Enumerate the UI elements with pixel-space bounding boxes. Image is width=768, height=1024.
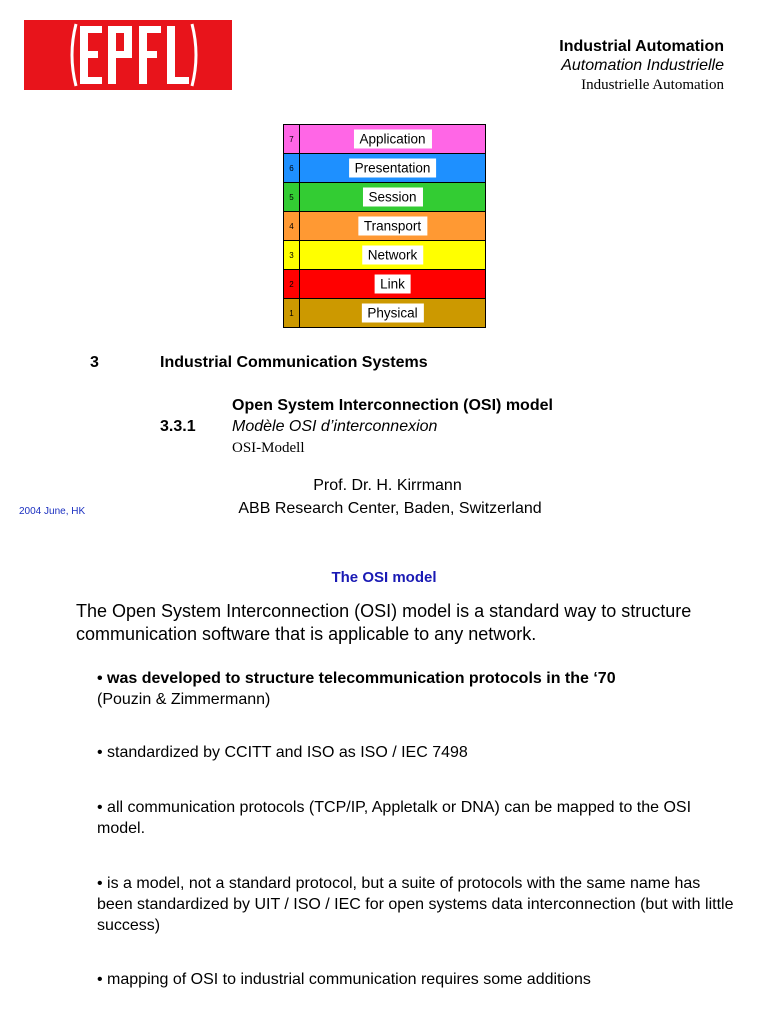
chapter-title: Industrial Communication Systems [160, 354, 428, 371]
header-title-en: Industrial Automation [559, 38, 724, 55]
osi-layer-band [300, 154, 486, 182]
osi-layer-band [300, 183, 486, 211]
osi-layer-band [300, 241, 486, 269]
osi-layer-label: Network [362, 246, 424, 265]
bullet-item: • standardized by CCITT and ISO as ISO / IEC 7498 [97, 744, 468, 761]
header-title-de: Industrielle Automation [581, 77, 724, 93]
osi-layer-label: Physical [361, 304, 423, 323]
section-title-en: Open System Interconnection (OSI) model [232, 397, 553, 414]
osi-layer-number: 4 [283, 212, 300, 240]
osi-layer-transport [283, 212, 486, 241]
section-title-de: OSI-Modell [232, 440, 305, 456]
osi-layer-band [300, 270, 486, 298]
osi-layer-band [300, 299, 486, 327]
osi-layer-label: Link [374, 275, 411, 294]
bullet-item [97, 668, 737, 710]
osi-layer-label: Session [362, 188, 422, 207]
intro-paragraph: The Open System Interconnection (OSI) model is a standard way to structure communication software that is applicable to any network. [76, 601, 692, 644]
epfl-logo-icon [24, 20, 232, 90]
osi-layer-number: 5 [283, 183, 300, 211]
header-title-fr: Automation Industrielle [561, 57, 724, 74]
bullet-text: (Pouzin & Zimmermann) [97, 691, 271, 708]
osi-layer-presentation [283, 154, 486, 183]
osi-layer-band [300, 125, 486, 153]
section-number: 3.3.1 [160, 418, 196, 435]
osi-layer-session [283, 183, 486, 212]
bullet-item: • all communication protocols (TCP/IP, Appletalk or DNA) can be mapped to the OSI model. [97, 799, 692, 837]
osi-layer-label: Transport [358, 217, 427, 236]
osi-layer-number: 2 [283, 270, 300, 298]
osi-layer-network [283, 241, 486, 270]
osi-layer-physical [283, 299, 486, 328]
osi-layer-stack [283, 124, 486, 328]
bullet-item: • is a model, not a standard protocol, but a suite of protocols with the same name has been standardized by UIT / ISO / IEC for open systems data interconnection (but with little success) [97, 875, 734, 934]
epfl-logo [24, 20, 232, 90]
osi-layer-number: 3 [283, 241, 300, 269]
date-stamp: 2004 June, HK [19, 506, 86, 517]
osi-layer-number: 6 [283, 154, 300, 182]
author-name: Prof. Dr. H. Kirrmann [313, 477, 462, 494]
section-title-fr: Modèle OSI d’interconnexion [232, 418, 438, 435]
osi-layer-number: 1 [283, 299, 300, 327]
osi-layer-label: Presentation [349, 159, 437, 178]
osi-layer-label: Application [353, 130, 431, 149]
bullet-item: • mapping of OSI to industrial communication requires some additions [97, 971, 591, 988]
body-title: The OSI model [331, 569, 437, 586]
author-affiliation: ABB Research Center, Baden, Switzerland [238, 500, 542, 517]
osi-layer-band [300, 212, 486, 240]
osi-layer-link [283, 270, 486, 299]
chapter-number: 3 [90, 354, 99, 371]
osi-layer-number: 7 [283, 125, 300, 153]
bullet-strong-text: • was developed to structure telecommunication protocols in the ‘70 [97, 670, 616, 687]
osi-layer-application [283, 124, 486, 154]
